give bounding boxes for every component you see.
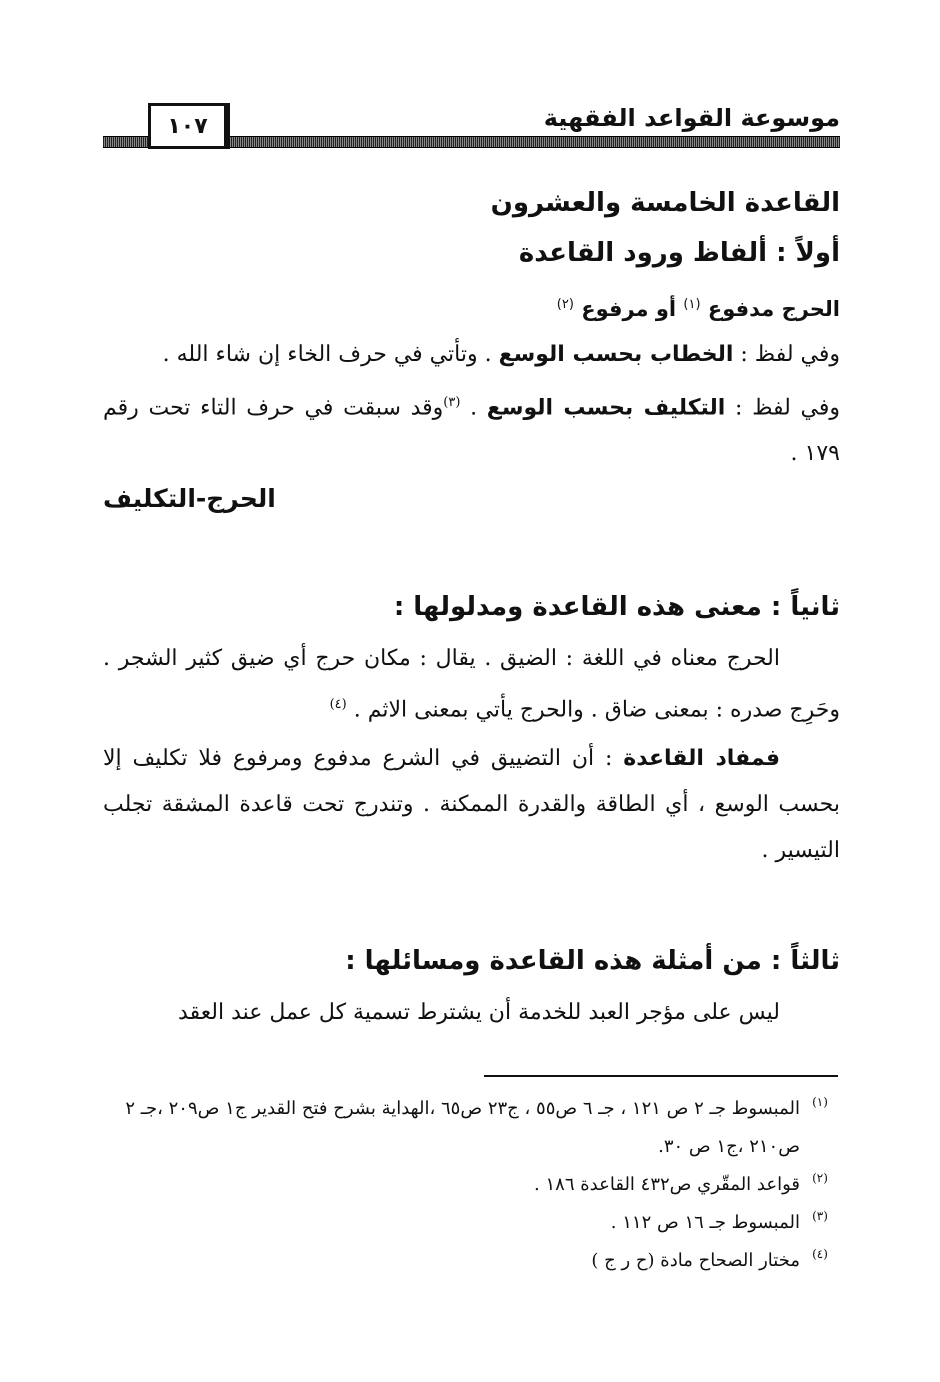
footnote-ref-1[interactable]: (١) [683, 297, 701, 312]
footnote-text: مختار الصحاح مادة (ح ر ج ) [591, 1250, 800, 1271]
footnote-text: قواعد المقّري ص٤٣٢ القاعدة ١٨٦ . [534, 1174, 800, 1195]
alt-wording-2-mid: . [460, 395, 487, 421]
footnote-text: المبسوط جـ ٢ ص ١٢١ ، جـ ٦ ص٥٥ ، ج٢٣ ص٦٥ ،الهداية بشرح فتح القدير ج١ ص٢٠٩ ،جـ ٢ ص٢١٠ ،ج١ ص ٣٠. [125, 1098, 800, 1157]
alt-wording-1-pre: وفي لفظ : [733, 342, 840, 367]
footnote-separator [484, 1075, 838, 1077]
section-heading-1: أولاً : ألفاظ ورود القاعدة [518, 238, 840, 268]
alt-wording-2-post: وقد سبقت في حرف التاء تحت رقم ١٧٩ . [103, 395, 840, 467]
rule-title: القاعدة الخامسة والعشرون [490, 188, 840, 218]
keywords: الحرج-التكليف [103, 484, 276, 513]
section-heading-2: ثانياً : معنى هذه القاعدة ومدلولها : [393, 592, 840, 622]
alt-wording-2-pre: وفي لفظ : [725, 395, 840, 421]
meaning-text: الحرج معناه في اللغة : الضيق . يقال : مكان حرج أي ضيق كثير الشجر . وحَرِج صدره : بمعنى ضاق . والحرج يأتي بمعنى الاثم . [103, 646, 840, 723]
footnote-ref-2[interactable]: (٢) [556, 297, 574, 312]
footnote-number: (١) [812, 1095, 828, 1109]
alt-wording-2-bold: التكليف بحسب الوسع [486, 395, 726, 421]
rule-wording-a: الحرج مدفوع [707, 297, 840, 321]
footnote-ref-4[interactable]: (٤) [329, 697, 347, 712]
footnote [103, 1090, 840, 1166]
rule-purport-paragraph [103, 736, 840, 874]
footnote-number: (٤) [812, 1247, 828, 1261]
page-number: ١٠٧ [148, 103, 230, 149]
footnotes [103, 1090, 840, 1280]
footnote-number: (٣) [812, 1209, 828, 1223]
rule-wording-b: أو مرفوع [581, 297, 677, 321]
footnote-text: المبسوط جـ ١٦ ص ١١٢ . [610, 1212, 800, 1233]
examples-paragraph: ليس على مؤجر العبد للخدمة أن يشترط تسمية كل عمل عند العقد [178, 1000, 780, 1025]
meaning-paragraph [103, 636, 840, 733]
footnote [103, 1204, 840, 1242]
rule-wording [103, 282, 840, 332]
footnote [103, 1242, 840, 1280]
footnote [103, 1166, 840, 1204]
footnote-ref-3[interactable]: (٣) [443, 395, 461, 410]
rule-purport-label: فمفاد القاعدة [623, 746, 780, 771]
alt-wording-2 [103, 380, 840, 477]
section-heading-3: ثالثاً : من أمثلة هذه القاعدة ومسائلها : [345, 946, 840, 976]
footnote-number: (٢) [812, 1171, 828, 1185]
running-title: موسوعة القواعد الفقهية [543, 104, 840, 132]
alt-wording-1-post: . وتأتي في حرف الخاء إن شاء الله . [162, 342, 499, 367]
alt-wording-1-bold: الخطاب بحسب الوسع [498, 342, 734, 367]
alt-wording-1 [103, 332, 840, 378]
rule-purport-text: : أن التضييق في الشرع مدفوع ومرفوع فلا تكليف إلا بحسب الوسع ، أي الطاقة والقدرة الممكنة . وتندرج تحت قاعدة المشقة تجلب التيسير . [103, 746, 840, 863]
